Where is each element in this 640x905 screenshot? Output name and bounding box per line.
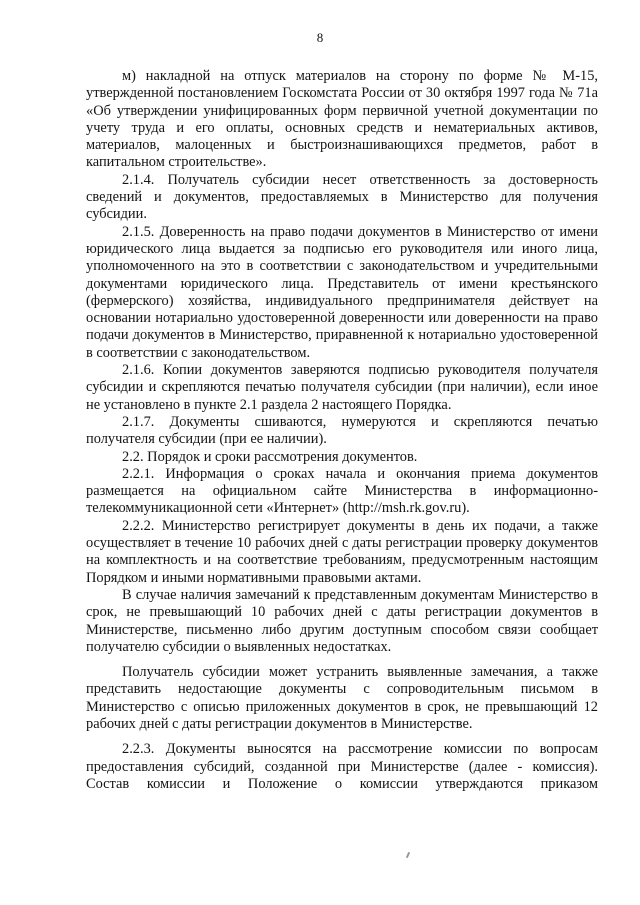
- paragraph-2-2-1: 2.2.1. Информация о сроках начала и окончания приема документов размещается на официальном сайте Министерства в информационно-телекоммуникационной сети «Интернет» (http://msh.rk.gov.ru).: [86, 465, 598, 517]
- paragraph-recipient-corrections: Получатель субсидии может устранить выявленные замечания, а также представить недостающие документы с сопроводительным письмом в Министерство с описью приложенных документов в срок, не превышающий 12 рабочих дней с даты регистрации документов в Министерстве.: [86, 664, 598, 732]
- paragraph-2-1-5: 2.1.5. Доверенность на право подачи документов в Министерство от имени юридического лица выдается за подписью его руководителя или иного лица, уполномоченного на это в соответствии с законодательством и учредительными документами юридического лица. Представитель от имени крестьянского (фермерского) хозяйства, индивидуального предпринимателя действует на основании нотариально удостоверенной доверенности или доверенности на право подачи документов в Министерство, приравненной к нотариально удостоверенной в соответствии с законодательством.: [86, 223, 598, 361]
- paragraph-2-1-7: 2.1.7. Документы сшиваются, нумеруются и скрепляются печатью получателя субсидии (при ее наличии).: [86, 413, 598, 448]
- paragraph-2-1-6: 2.1.6. Копии документов заверяются подписью руководителя получателя субсидии и скрепляются печатью получателя субсидии (при наличии), если иное не установлено в пункте 2.1 раздела 2 настоящего Порядка.: [86, 362, 598, 413]
- paragraph-2-2-2: 2.2.2. Министерство регистрирует документы в день их подачи, а также осуществляет в течение 10 рабочих дней с даты регистрации проверку документов на комплектность и на соответствие требованиям, предусмотренным настоящим Порядком и иными нормативными правовыми актами.: [86, 517, 598, 586]
- page-number: 8: [316, 30, 324, 45]
- paragraph-2-1-4: 2.1.4. Получатель субсидии несет ответственность за достоверность сведений и документов, предоставляемых в Министерство для получения субсидии.: [86, 171, 598, 223]
- scan-artifact-mark: [406, 852, 410, 858]
- section-heading-2-2: 2.2. Порядок и сроки рассмотрения документов.: [122, 448, 418, 465]
- paragraph-item-m: м) накладной на отпуск материалов на сторону по форме № М-15, утвержденной постановлением Госкомстата России от 30 октября 1997 года № 71а «Об утверждении унифицированных форм первичной учетной документации по учету труда и его оплаты, основных средств и нематериальных активов, материалов, малоценных и быстроизнашивающихся предметов, работ в капитальном строительстве».: [86, 68, 598, 171]
- paragraph-remarks-case: В случае наличия замечаний к представленным документам Министерство в срок, не превышающий 10 рабочих дней с даты регистрации документов в Министерстве, письменно либо другим доступным способом связи сообщает получателю субсидии о выявленных недостатках.: [86, 586, 598, 655]
- paragraph-2-2-3: 2.2.3. Документы выносятся на рассмотрение комиссии по вопросам предоставления субсидий, созданной при Министерстве (далее - комиссия). Состав комиссии и Положение о комиссии утверждаются приказом: [86, 741, 598, 792]
- document-body: [86, 68, 598, 793]
